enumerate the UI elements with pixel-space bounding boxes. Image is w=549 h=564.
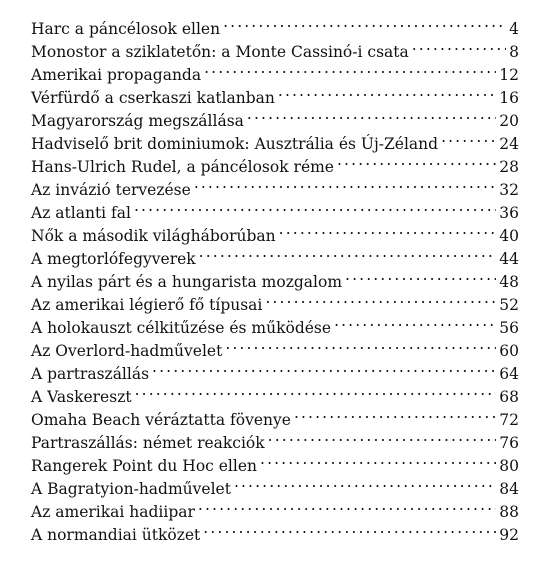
toc-entry-title: Vérfürdő a cserkaszi katlanban	[31, 89, 275, 107]
toc-entry-title: A Bagratyion-hadművelet	[31, 480, 231, 498]
toc-entry-title: A holokauszt célkitűzése és működése	[31, 319, 332, 337]
dot-leader	[334, 310, 496, 333]
toc-entry-page-number: 84	[499, 480, 519, 498]
dot-leader	[441, 126, 496, 149]
toc-entry-title: Rangerek Point du Hoc ellen	[31, 457, 258, 475]
dot-leader	[265, 287, 496, 310]
toc-entry-page-number: 56	[499, 319, 519, 337]
toc-entry-title: Az invázió tervezése	[31, 181, 191, 199]
toc-entry-title: Az amerikai hadiipar	[31, 503, 195, 521]
dot-leader	[135, 379, 497, 402]
toc-entry-page-number: 52	[499, 296, 519, 314]
toc-entry-page-number: 4	[509, 20, 519, 38]
toc-entry-page-number: 80	[499, 457, 519, 475]
dot-leader	[198, 494, 496, 517]
toc-entry-title: A normandiai ütközet	[31, 526, 201, 544]
toc-entry-page-number: 68	[499, 388, 519, 406]
dot-leader	[279, 218, 497, 241]
toc-entry-page-number: 24	[499, 135, 519, 153]
toc-entry-page-number: 12	[499, 66, 519, 84]
dot-leader	[152, 356, 496, 379]
toc-entry-title: A nyilas párt és a hungarista mozgalom	[31, 273, 343, 291]
dot-leader	[234, 471, 496, 494]
toc-entry-title: Partraszállás: német reakciók	[31, 434, 265, 452]
toc-entry-title: Magyarország megszállása	[31, 112, 244, 130]
toc-entry-title: Az amerikai légierő fő típusai	[31, 296, 263, 314]
toc-entry-page-number: 60	[499, 342, 519, 360]
dot-leader	[223, 11, 506, 34]
toc-entry-page-number: 72	[499, 411, 519, 429]
toc-entry-title: Hadviselő brit dominiumok: Ausztrália és Új-Zéland	[31, 135, 439, 153]
toc-entry-title: A Vaskereszt	[31, 388, 132, 406]
dot-leader	[194, 172, 496, 195]
dot-leader	[268, 425, 497, 448]
toc-entry-title: Az atlanti fal	[31, 204, 131, 222]
toc-entry-title: Monostor a sziklatetőn: a Monte Cassinó-i csata	[31, 43, 409, 61]
dot-leader	[247, 103, 496, 126]
toc-entry-page-number: 36	[499, 204, 519, 222]
table-of-contents	[31, 11, 519, 544]
toc-entry-page-number: 16	[499, 89, 519, 107]
dot-leader	[345, 264, 496, 287]
toc-entry-title: Nők a második világháborúban	[31, 227, 276, 245]
toc-entry-page-number: 20	[499, 112, 519, 130]
toc-entry-page-number: 48	[499, 273, 519, 291]
toc-entry-title: Omaha Beach véráztatta fövenye	[31, 411, 291, 429]
toc-entry-page-number: 64	[499, 365, 519, 383]
dot-leader	[203, 517, 496, 540]
dot-leader	[278, 80, 496, 103]
dot-leader	[199, 241, 497, 264]
dot-leader	[294, 402, 496, 425]
dot-leader	[204, 57, 496, 80]
dot-leader	[337, 149, 496, 172]
toc-entry-page-number: 44	[499, 250, 519, 268]
toc-entry-title: A megtorlófegyverek	[31, 250, 196, 268]
toc-entry	[31, 11, 519, 38]
toc-entry-page-number: 32	[499, 181, 519, 199]
toc-entry-page-number: 28	[499, 158, 519, 176]
toc-entry-title: Amerikai propaganda	[31, 66, 202, 84]
toc-entry-title: A partraszállás	[31, 365, 150, 383]
dot-leader	[260, 448, 496, 471]
dot-leader	[134, 195, 496, 218]
dot-leader	[225, 333, 496, 356]
toc-entry-title: Hans-Ulrich Rudel, a páncélosok réme	[31, 158, 334, 176]
dot-leader	[412, 34, 506, 57]
toc-entry-page-number: 92	[499, 526, 519, 544]
toc-entry-title: Az Overlord-hadművelet	[31, 342, 223, 360]
toc-entry-page-number: 88	[499, 503, 519, 521]
toc-entry-title: Harc a páncélosok ellen	[31, 20, 221, 38]
toc-entry-page-number: 8	[509, 43, 519, 61]
toc-entry-page-number: 76	[499, 434, 519, 452]
toc-entry-page-number: 40	[499, 227, 519, 245]
